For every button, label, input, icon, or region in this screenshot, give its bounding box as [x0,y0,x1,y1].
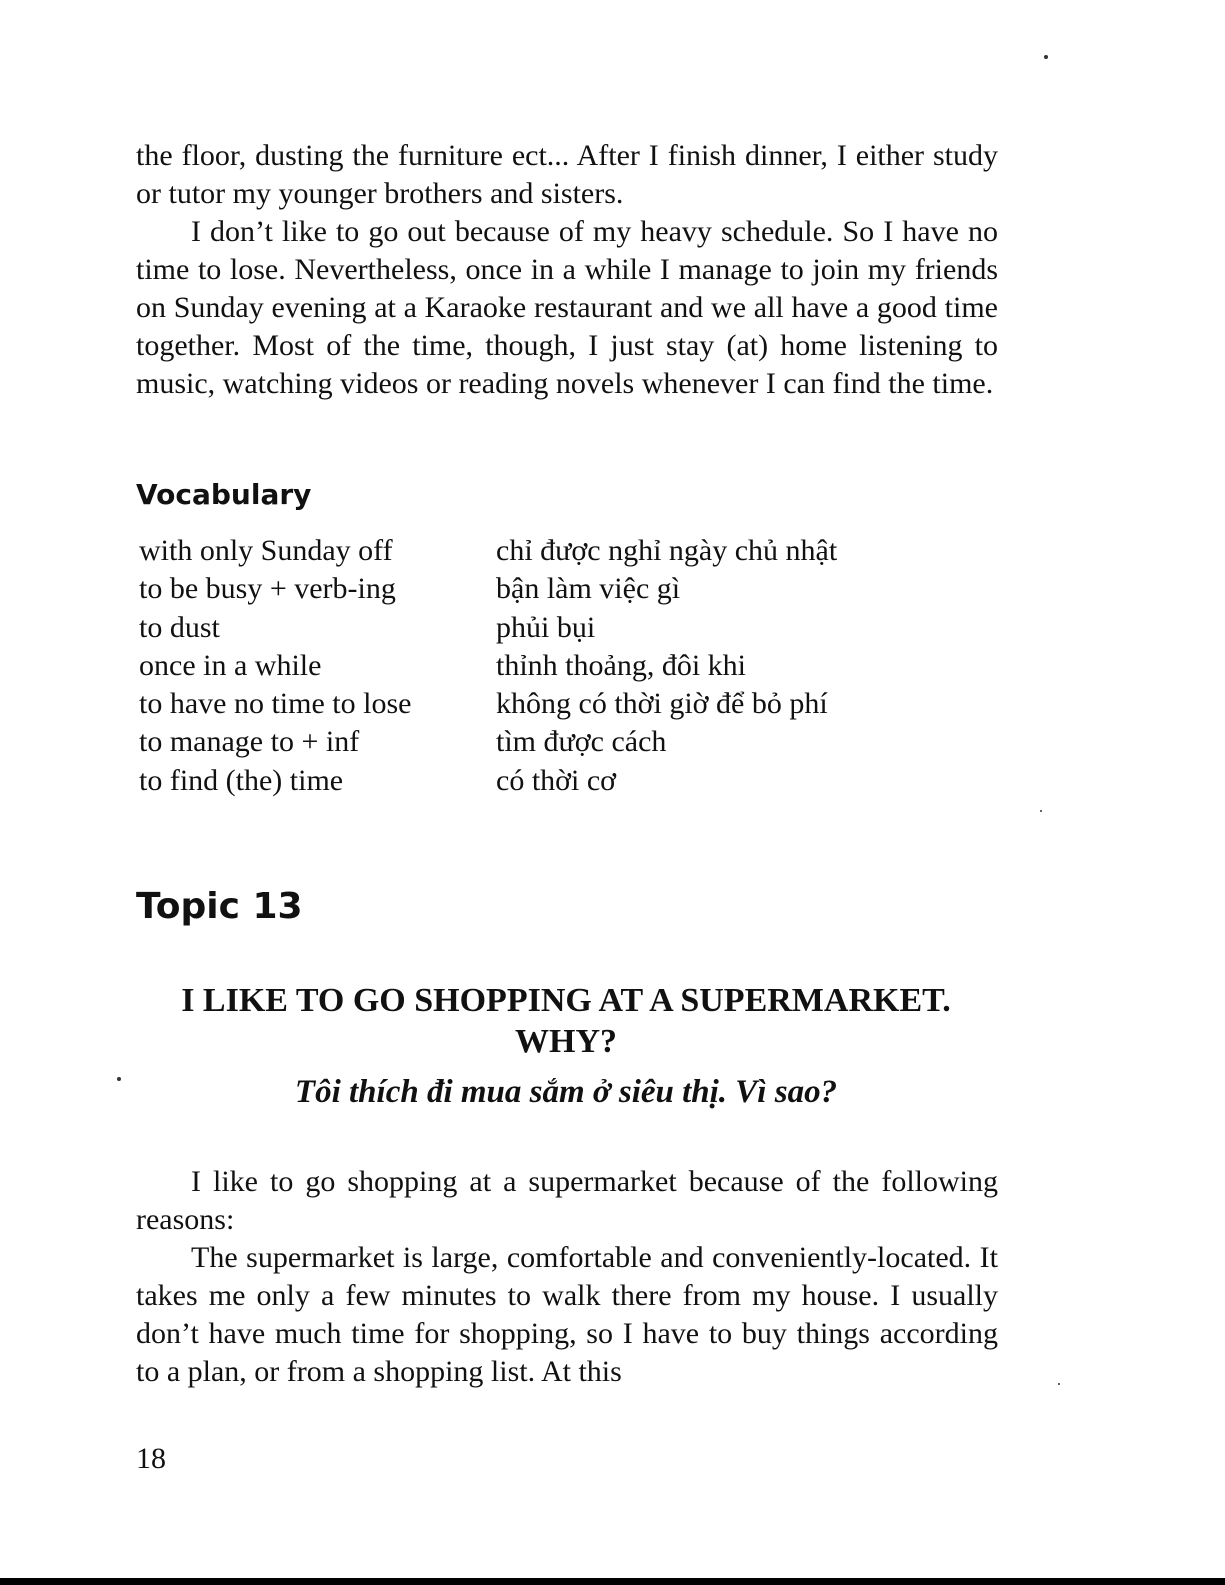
vocabulary-translation: bận làm việc gì [496,572,681,606]
paragraph-text: The supermarket is large, comfortable and conveniently-located. It takes me only a few minutes to walk there from my house. I usually don’t have much time for shopping, so I have to buy things according to a plan, or from a shopping list. At this [136,1241,998,1388]
vocabulary-item [139,609,939,647]
vocabulary-item [139,762,939,800]
vocabulary-list [139,532,939,800]
page-number: 18 [136,1442,166,1475]
topic-title [136,980,996,1062]
topic-title-line: WHY? [515,1023,617,1060]
vocabulary-item [139,723,939,761]
scan-speck [1058,1383,1060,1385]
vocabulary-translation: không có thời giờ để bỏ phí [496,687,828,721]
vocabulary-item [139,685,939,723]
vocabulary-term: to be busy + verb-ing [139,572,396,606]
paragraph-intro [136,1163,998,1239]
vocabulary-heading: Vocabulary [136,478,312,511]
paragraph-continued [136,137,998,213]
vocabulary-term: once in a while [139,648,322,682]
vocabulary-term: to manage to + inf [139,725,360,759]
topic-title-line: I LIKE TO GO SHOPPING AT A SUPERMARKET. [181,982,951,1019]
paragraph-text: I don’t like to go out because of my heavy schedule. So I have no time to lose. Nevertheless, once in a while I manage to join my friends on Sunday evening at a Karaoke restaurant and we all have a good time together. Most of the time, though, I just stay (at) home listening to music, watching videos or reading novels whenever I can find the time. [136,215,998,400]
vocabulary-term: to find (the) time [139,763,344,797]
scan-bottom-edge [0,1578,1225,1585]
paragraph-text: the floor, dusting the furniture ect... After I finish dinner, I either study or tutor my younger brothers and sisters. [136,139,998,210]
paragraph-supermarket [136,1239,998,1391]
vocabulary-term: to dust [139,610,220,644]
vocabulary-translation: tìm được cách [496,725,667,759]
topic-number: Topic 13 [136,886,303,927]
scan-speck [117,1077,121,1081]
paragraph-schedule [136,213,998,403]
vocabulary-translation: thỉnh thoảng, đôi khi [496,648,746,682]
vocabulary-term: to have no time to lose [139,687,412,721]
vocabulary-item [139,532,939,570]
vocabulary-item [139,647,939,685]
scan-speck [1040,810,1042,812]
vocabulary-item [139,570,939,608]
vocabulary-term: with only Sunday off [139,534,393,567]
vocabulary-translation: có thời cơ [496,763,617,797]
vocabulary-translation: chỉ được nghỉ ngày chủ nhật [496,534,838,567]
topic-subtitle: Tôi thích đi mua sắm ở siêu thị. Vì sao? [294,1074,838,1110]
scan-speck [1044,55,1048,59]
paragraph-text: I like to go shopping at a supermarket because of the following reasons: [136,1165,998,1236]
vocabulary-translation: phủi bụi [496,610,596,644]
